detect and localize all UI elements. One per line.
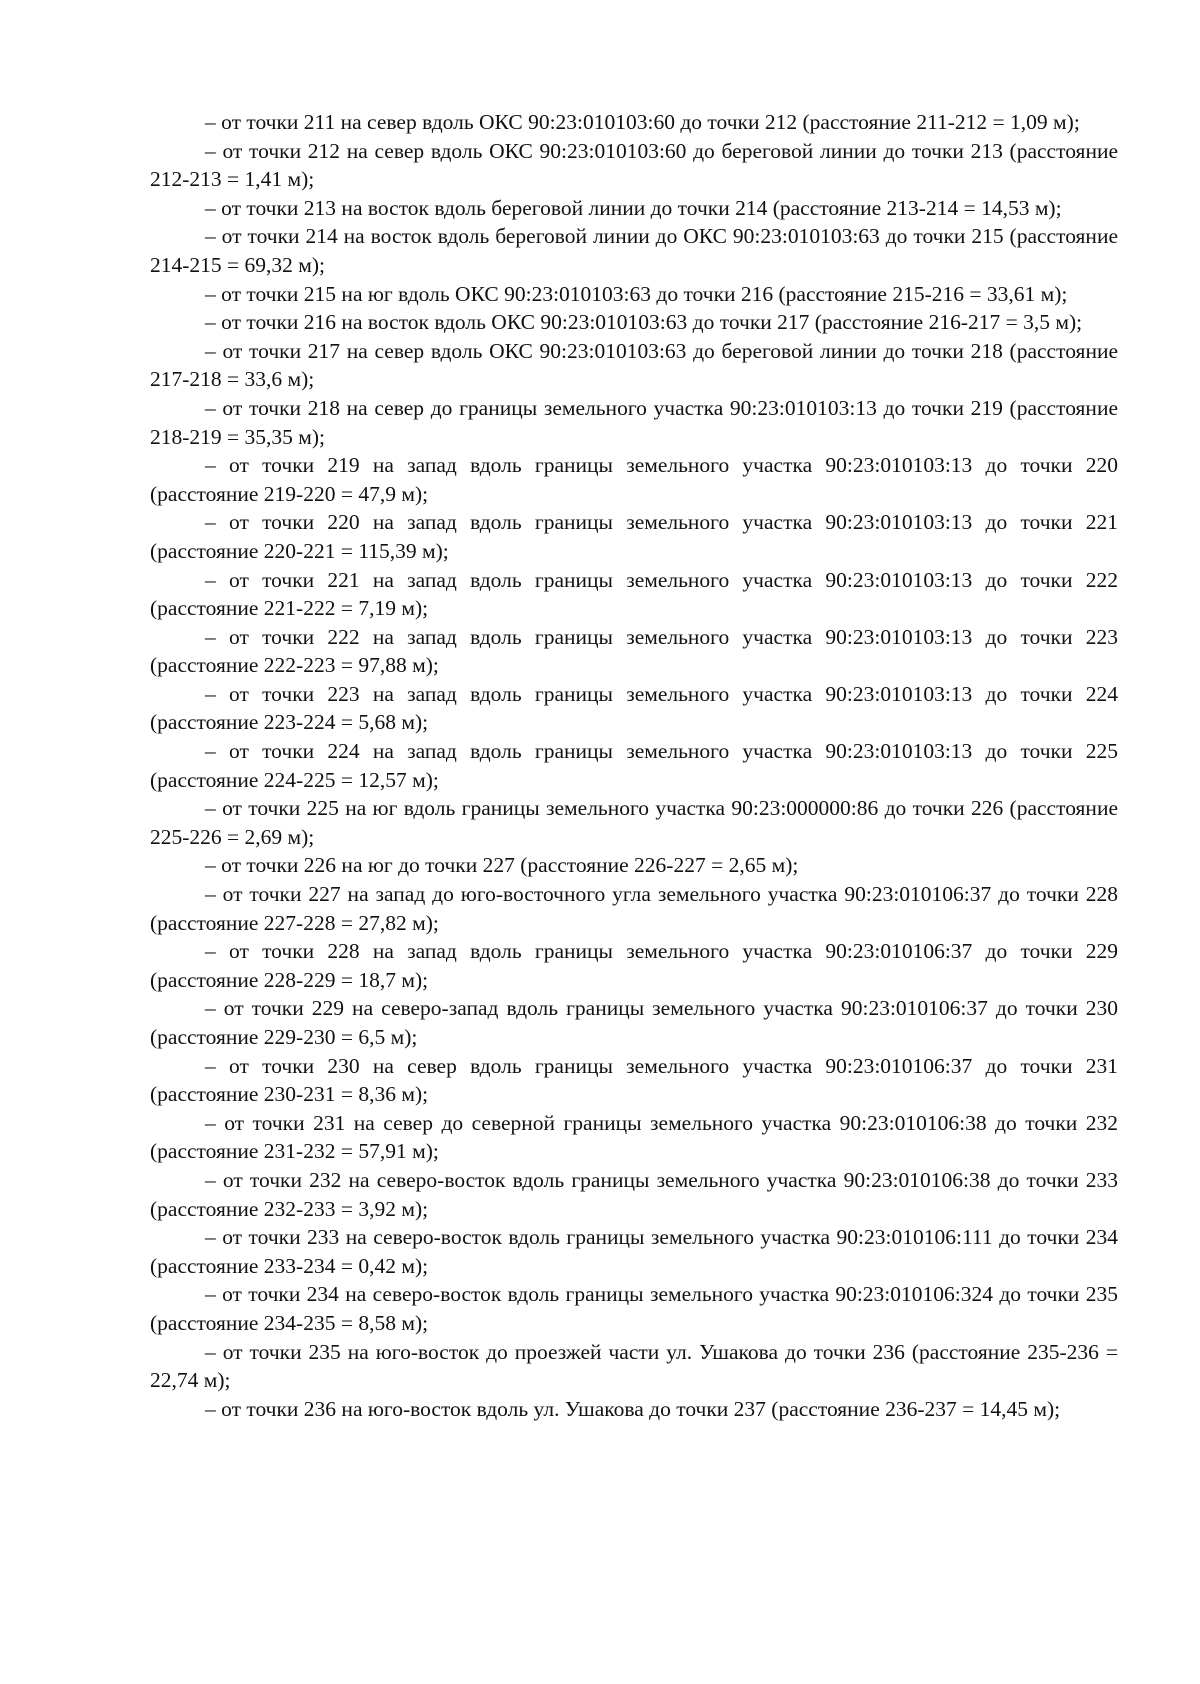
paragraph-212-213: – от точки 212 на север вдоль ОКС 90:23:010103:60 до береговой линии до точки 213 (расстояние 212-213 = 1,41 м);: [150, 138, 1118, 192]
paragraph-220-221: – от точки 220 на запад вдоль границы земельного участка 90:23:010103:13 до точки 221 (расстояние 220-221 = 115,39 м);: [150, 510, 1118, 563]
paragraph-231-232: – от точки 231 на север до северной границы земельного участка 90:23:010106:38 до точки 232 (расстояние 231-232 = 57,91 м);: [150, 1110, 1118, 1164]
paragraph-218-219: – от точки 218 на север до границы земельного участка 90:23:010103:13 до точки 219 (расстояние 218-219 = 35,35 м);: [150, 395, 1118, 449]
paragraph-230-231: – от точки 230 на север вдоль границы земельного участка 90:23:010106:37 до точки 231 (расстояние 230-231 = 8,36 м);: [150, 1053, 1118, 1107]
paragraph-227-228: – от точки 227 на запад до юго-восточного угла земельного участка 90:23:010106:37 до точки 228 (расстояние 227-228 = 27,82 м);: [150, 882, 1118, 935]
paragraph-217-218: – от точки 217 на север вдоль ОКС 90:23:010103:63 до береговой линии до точки 218 (расстояние 217-218 = 33,6 м);: [150, 338, 1118, 392]
boundary-description-text: [150, 108, 1118, 1423]
paragraph-211-212: – от точки 211 на север вдоль ОКС 90:23:010103:60 до точки 212 (расстояние 211-212 = 1,09 м);: [205, 110, 1080, 134]
paragraph-215-216: – от точки 215 на юг вдоль ОКС 90:23:010103:63 до точки 216 (расстояние 215-216 = 33,61 м);: [205, 281, 1068, 306]
paragraph-224-225: – от точки 224 на запад вдоль границы земельного участка 90:23:010103:13 до точки 225 (расстояние 224-225 = 12,57 м);: [150, 739, 1118, 792]
paragraph-228-229: – от точки 228 на запад вдоль границы земельного участка 90:23:010106:37 до точки 229 (расстояние 228-229 = 18,7 м);: [150, 939, 1118, 992]
paragraph-223-224: – от точки 223 на запад вдоль границы земельного участка 90:23:010103:13 до точки 224 (расстояние 223-224 = 5,68 м);: [150, 681, 1118, 735]
paragraph-226-227: – от точки 226 на юг до точки 227 (расстояние 226-227 = 2,65 м);: [205, 853, 799, 878]
paragraph-235-236: – от точки 235 на юго-восток до проезжей части ул. Ушакова до точки 236 (расстояние 235-236 = 22,74 м);: [150, 1339, 1118, 1393]
paragraph-229-230: – от точки 229 на северо-запад вдоль границы земельного участка 90:23:010106:37 до точки 230 (расстояние 229-230 = 6,5 м);: [150, 996, 1118, 1049]
paragraph-216-217: – от точки 216 на восток вдоль ОКС 90:23:010103:63 до точки 217 (расстояние 216-217 = 3,5 м);: [205, 310, 1083, 335]
paragraph-225-226: – от точки 225 на юг вдоль границы земельного участка 90:23:000000:86 до точки 226 (расстояние 225-226 = 2,69 м);: [150, 796, 1118, 849]
paragraph-213-214: – от точки 213 на восток вдоль береговой линии до точки 214 (расстояние 213-214 = 14,53 м);: [205, 195, 1062, 220]
paragraph-222-223: – от точки 222 на запад вдоль границы земельного участка 90:23:010103:13 до точки 223 (расстояние 222-223 = 97,88 м);: [150, 624, 1118, 678]
paragraph-219-220: – от точки 219 на запад вдоль границы земельного участка 90:23:010103:13 до точки 220 (расстояние 219-220 = 47,9 м);: [150, 453, 1118, 506]
paragraph-214-215: – от точки 214 на восток вдоль береговой линии до ОКС 90:23:010103:63 до точки 215 (расстояние 214-215 = 69,32 м);: [150, 224, 1118, 277]
paragraph-221-222: – от точки 221 на запад вдоль границы земельного участка 90:23:010103:13 до точки 222 (расстояние 221-222 = 7,19 м);: [150, 567, 1118, 621]
paragraph-233-234: – от точки 233 на северо-восток вдоль границы земельного участка 90:23:010106:111 до точки 234 (расстояние 233-234 = 0,42 м);: [150, 1225, 1118, 1278]
paragraph-234-235: – от точки 234 на северо-восток вдоль границы земельного участка 90:23:010106:324 до точки 235 (расстояние 234-235 = 8,58 м);: [150, 1282, 1118, 1335]
paragraph-232-233: – от точки 232 на северо-восток вдоль границы земельного участка 90:23:010106:38 до точки 233 (расстояние 232-233 = 3,92 м);: [150, 1167, 1118, 1221]
paragraph-236-237: – от точки 236 на юго-восток вдоль ул. Ушакова до точки 237 (расстояние 236-237 = 14,45 м);: [205, 1396, 1061, 1421]
